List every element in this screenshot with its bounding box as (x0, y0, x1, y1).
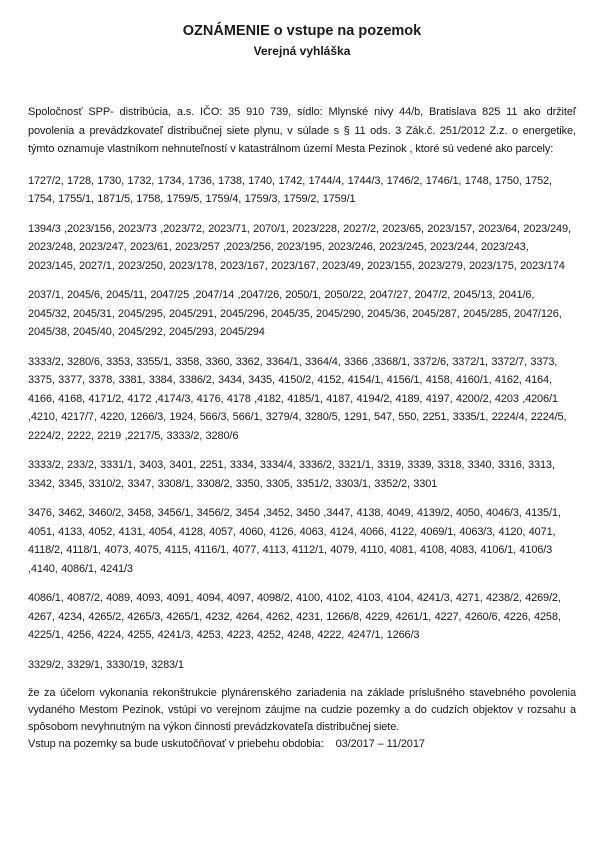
document-subtitle: Verejná vyhláška (253, 44, 351, 58)
parcel-group: 3329/2, 3329/1, 3330/19, 3283/1 (28, 658, 184, 671)
parcel-group: 1394/3 ,2023/156, 2023/73 ,2023/72, 2023/71, 2070/1, 2023/228, 2027/2, 2023/65, 2023/157, 2023/64, 2023/249, 2023/248, 2023/247, 2023/61, 2023/257 ,2023/256, 2023/195, 2023/246, 2023/245, 2023/244, 2023/243, 2023/145, 2027/1, 2023/250, 2023/178, 2023/167, 2023/167, 2023/49, 2023/155, 2023/279, 2023/175, 2023/174 (28, 222, 571, 272)
parcel-group: 3476, 3462, 3460/2, 3458, 3456/1, 3456/2, 3454 ,3452, 3450 ,3447, 4138, 4049, 4139/2, 4050, 4046/3, 4135/1, 4051, 4133, 4052, 4131, 4054, 4128, 4057, 4060, 4126, 4063, 4124, 4066, 4122, 4069/1, 4063/3, 4120, 4071, 4118/2, 4118/1, 4073, 4075, 4115, 4116/1, 4077, 4113, 4112/1, 4079, 4110, 4081, 4108, 4083, 4106/1, 4106/3 ,4140, 4086/1, 4241/3 (28, 507, 561, 575)
closing-paragraph (28, 685, 576, 753)
period-value: 03/2017 – 11/2017 (335, 738, 425, 750)
parcel-list (28, 172, 576, 675)
closing-text: že za účelom vykonania rekonštrukcie plynárenského zariadenia na základe príslušného stavebného povolenia vydaného Mestom Pezinok, vstúpi vo verejnom záujme na cudzie pozemky a do cudzích objektov v rozsahu a spôsobom nevyhnutným na výkon činnosti prevádzkovateľa distribučnej siete. (28, 687, 576, 733)
parcel-group: 1727/2, 1728, 1730, 1732, 1734, 1736, 1738, 1740, 1742, 1744/4, 1744/3, 1746/2, 1746/1, 1748, 1750, 1752, 1754, 1755/1, 1871/5, 1758, 1759/5, 1759/4, 1759/3, 1759/2, 1759/1 (28, 174, 552, 205)
intro-paragraph: Spoločnosť SPP- distribúcia, a.s. IČO: 35 910 739, sídlo: Mlynské nivy 44/b, Bratislava 825 11 ako držiteľ povolenia a prevádzkovateľ distribučnej siete plynu, v súlade s § 11 ods. 3 Zák.č. 251/2012 Z.z. o energetike, týmto oznamuje vlastníkom nehnuteľností v katastrálnom území Mesta Pezinok , ktoré sú vedené ako parcely: (28, 106, 576, 155)
period-label: Vstup na pozemky sa bude uskutočňovať v priebehu obdobia: (28, 738, 324, 750)
parcel-group: 2037/1, 2045/6, 2045/11, 2047/25 ,2047/14 ,2047/26, 2050/1, 2050/22, 2047/27, 2047/2, 2045/13, 2041/6, 2045/32, 2045/31, 2045/295, 2045/291, 2045/296, 2045/35, 2045/290, 2045/36, 2045/287, 2045/285, 2047/126, 2045/38, 2045/40, 2045/292, 2045/293, 2045/294 (28, 289, 562, 338)
document-title: OZNÁMENIE o vstupe na pozemok (182, 23, 422, 39)
parcel-group: 3333/2, 3280/6, 3353, 3355/1, 3358, 3360, 3362, 3364/1, 3364/4, 3366 ,3368/1, 3372/6, 3372/1, 3372/7, 3373, 3375, 3377, 3378, 3381, 3384, 3386/2, 3434, 3435, 4150/2, 4152, 4154/1, 4156/1, 4158, 4160/1, 4162, 4164, 4166, 4168, 4171/2, 4172 ,4174/3, 4176, 4178 ,4182, 4185/1, 4187, 4194/2, 4189, 4197, 4200/2, 4203 ,4206/1 ,4210, 4217/7, 4220, 1266/3, 1924, 566/3, 566/1, 3279/4, 3280/5, 1291, 547, 550, 2251, 3335/1, 2224/4, 2224/5, 2224/2, 2222, 2219 ,2217/5, 3333/2, 3280/6 (28, 355, 567, 442)
parcel-group: 3333/2, 233/2, 3331/1, 3403, 3401, 2251, 3334, 3334/4, 3336/2, 3321/1, 3319, 3339, 3318, 3340, 3316, 3313, 3342, 3345, 3310/2, 3347, 3308/1, 3308/2, 3350, 3305, 3351/2, 3303/1, 3352/2, 3301 (28, 459, 555, 490)
parcel-group: 4086/1, 4087/2, 4089, 4093, 4091, 4094, 4097, 4098/2, 4100, 4102, 4103, 4104, 4241/3, 4271, 4238/2, 4269/2, 4267, 4234, 4265/2, 4265/3, 4265/1, 4232, 4264, 4262, 4231, 1266/8, 4229, 4261/1, 4227, 4260/6, 4226, 4258, 4225/1, 4256, 4224, 4255, 4241/3, 4253, 4223, 4252, 4248, 4222, 4247/1, 1266/3 (28, 592, 561, 641)
